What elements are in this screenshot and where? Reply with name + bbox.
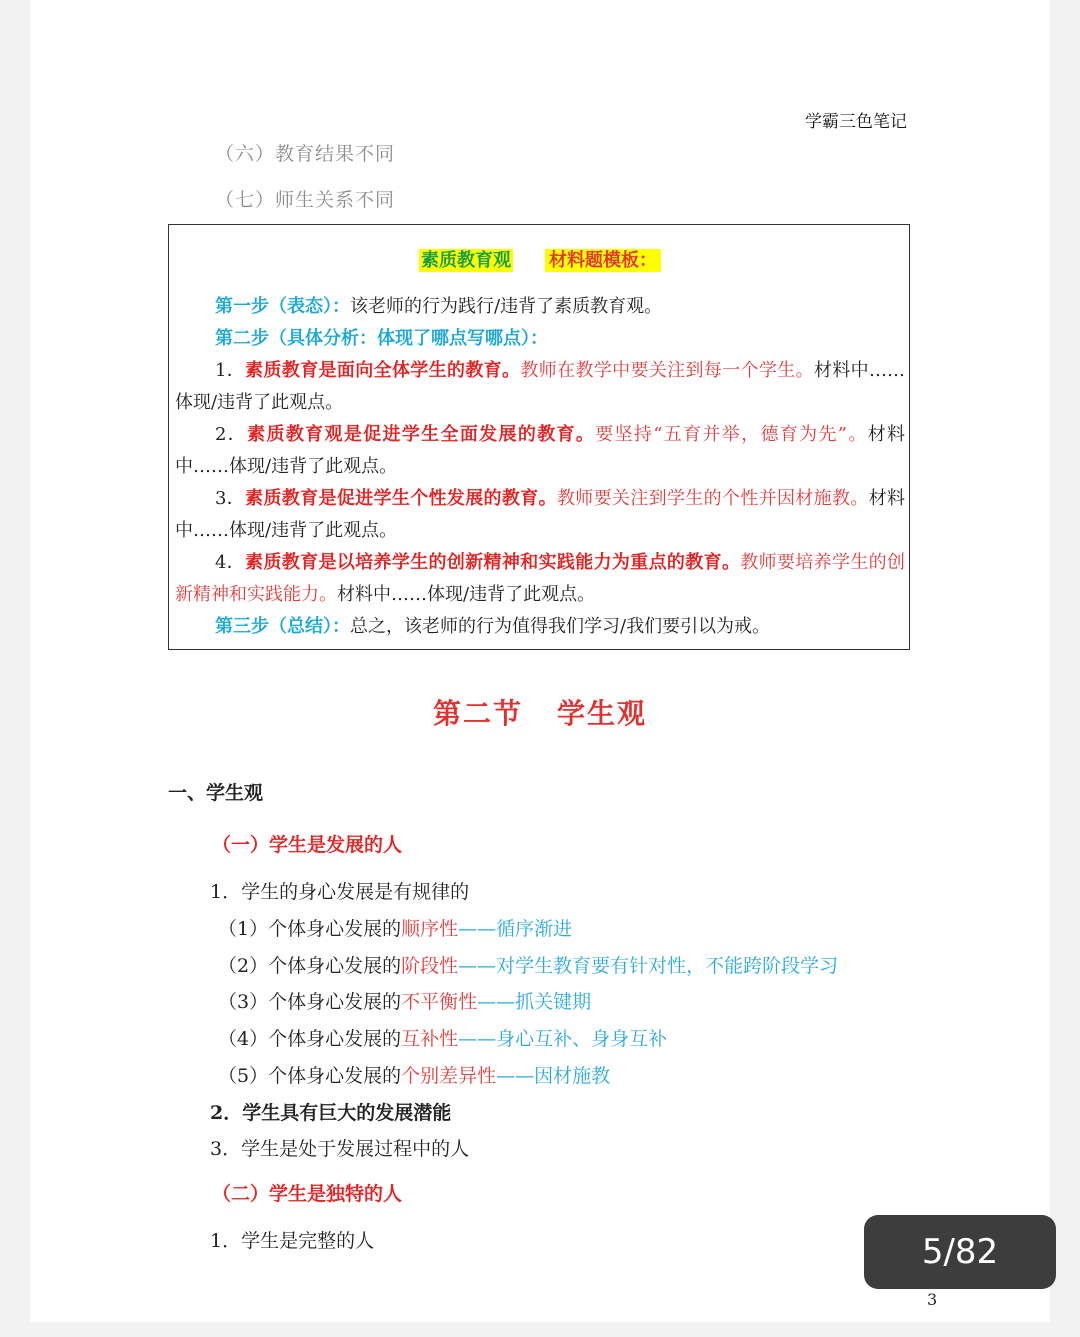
rule-2: （2）个体身心发展的阶段性——对学生教育要有针对性，不能跨阶段学习 <box>218 955 839 977</box>
rule-key: 个别差异性 <box>401 1065 497 1087</box>
step1 <box>175 291 905 643</box>
item-3: 3．学生是处于发展过程中的人 <box>210 1138 470 1160</box>
step1-text: 该老师的行为践行/违背了素质教育观。 <box>350 296 663 317</box>
point-bold: 素质教育是以培养学生的创新精神和实践能力为重点的教育。 <box>245 552 741 573</box>
page-number: 3 <box>927 1290 938 1309</box>
point-red: 要坚持“五育并举，德育为先”。 <box>595 424 868 445</box>
top-line-7: （七）师生关系不同 <box>215 189 396 211</box>
heading-1: 一、学生观 <box>168 782 264 804</box>
step2-label: 第二步（具体分析：体现了哪点写哪点）： <box>215 328 548 349</box>
top-line-6: （六）教育结果不同 <box>215 143 396 165</box>
item-4: 1．学生是完整的人 <box>210 1230 375 1252</box>
rule-key: 不平衡性 <box>401 991 478 1013</box>
subheading-2: （二）学生是独特的人 <box>212 1183 403 1205</box>
point-4 <box>175 547 905 611</box>
point-number: 1． <box>215 360 246 381</box>
section-title <box>30 692 1050 732</box>
point-rest: 材料中……体现/违背了此观点。 <box>175 488 906 541</box>
point-number: 2． <box>215 424 248 445</box>
item-2: 2．学生具有巨大的发展潜能 <box>210 1102 452 1124</box>
point-2 <box>175 419 905 483</box>
rule-1: （1）个体身心发展的顺序性——循序渐进 <box>218 918 573 940</box>
point-bold: 素质教育是促进学生个性发展的教育。 <box>245 488 557 509</box>
item-1: 1．学生的身心发展是有规律的 <box>210 881 470 903</box>
point-bold: 素质教育观是促进学生全面发展的教育。 <box>247 424 596 445</box>
point-rest: 材料中……体现/违背了此观点。 <box>175 424 906 477</box>
rule-key: 互补性 <box>401 1028 459 1050</box>
step3-label: 第三步（总结）： <box>215 616 350 637</box>
page-indicator[interactable]: 5/82 <box>864 1215 1056 1289</box>
rule-key: 阶段性 <box>401 955 459 977</box>
box-title-left: 素质教育观 <box>421 250 511 271</box>
rule-3: （3）个体身心发展的不平衡性——抓关键期 <box>218 991 592 1013</box>
step3-text: 总之，该老师的行为值得我们学习/我们要引以为戒。 <box>350 616 771 637</box>
rule-explain: ——身心互补、身身互补 <box>458 1028 668 1050</box>
rule-4: （4）个体身心发展的互补性——身心互补、身身互补 <box>218 1028 668 1050</box>
point-red: 教师要培养学生的创新精神和实践能力。 <box>175 552 906 605</box>
step1-label: 第一步（表态）： <box>215 296 350 317</box>
notebook-title: 学霸三色笔记 <box>805 112 907 132</box>
point-3 <box>175 483 905 547</box>
point-1 <box>175 355 905 419</box>
point-rest: 材料中……体现/违背了此观点。 <box>337 584 596 605</box>
rule-explain: ——循序渐进 <box>458 918 573 940</box>
point-bold: 素质教育是面向全体学生的教育。 <box>245 360 521 381</box>
subheading-1: （一）学生是发展的人 <box>212 834 403 856</box>
point-rest: 材料中……体现/违背了此观点。 <box>175 360 906 413</box>
rule-5: （5）个体身心发展的个别差异性——因材施教 <box>218 1065 611 1087</box>
rule-explain: ——抓关键期 <box>477 991 592 1013</box>
rule-key: 顺序性 <box>401 918 459 940</box>
point-red: 教师要关注到学生的个性并因材施教。 <box>556 488 869 509</box>
rule-explain: ——因材施教 <box>496 1065 611 1087</box>
step3 <box>175 611 905 643</box>
point-number: 3． <box>215 488 246 509</box>
section-name: 学生观 <box>557 697 648 730</box>
box-title <box>30 246 1050 272</box>
point-red: 教师在教学中要关注到每一个学生。 <box>520 360 814 381</box>
point-number: 4． <box>215 552 246 573</box>
section-number: 第二节 <box>432 697 523 730</box>
rule-explain: ——对学生教育要有针对性，不能跨阶段学习 <box>458 955 839 977</box>
box-title-right: 材料题模板： <box>545 249 661 272</box>
document-page <box>30 0 1050 1322</box>
